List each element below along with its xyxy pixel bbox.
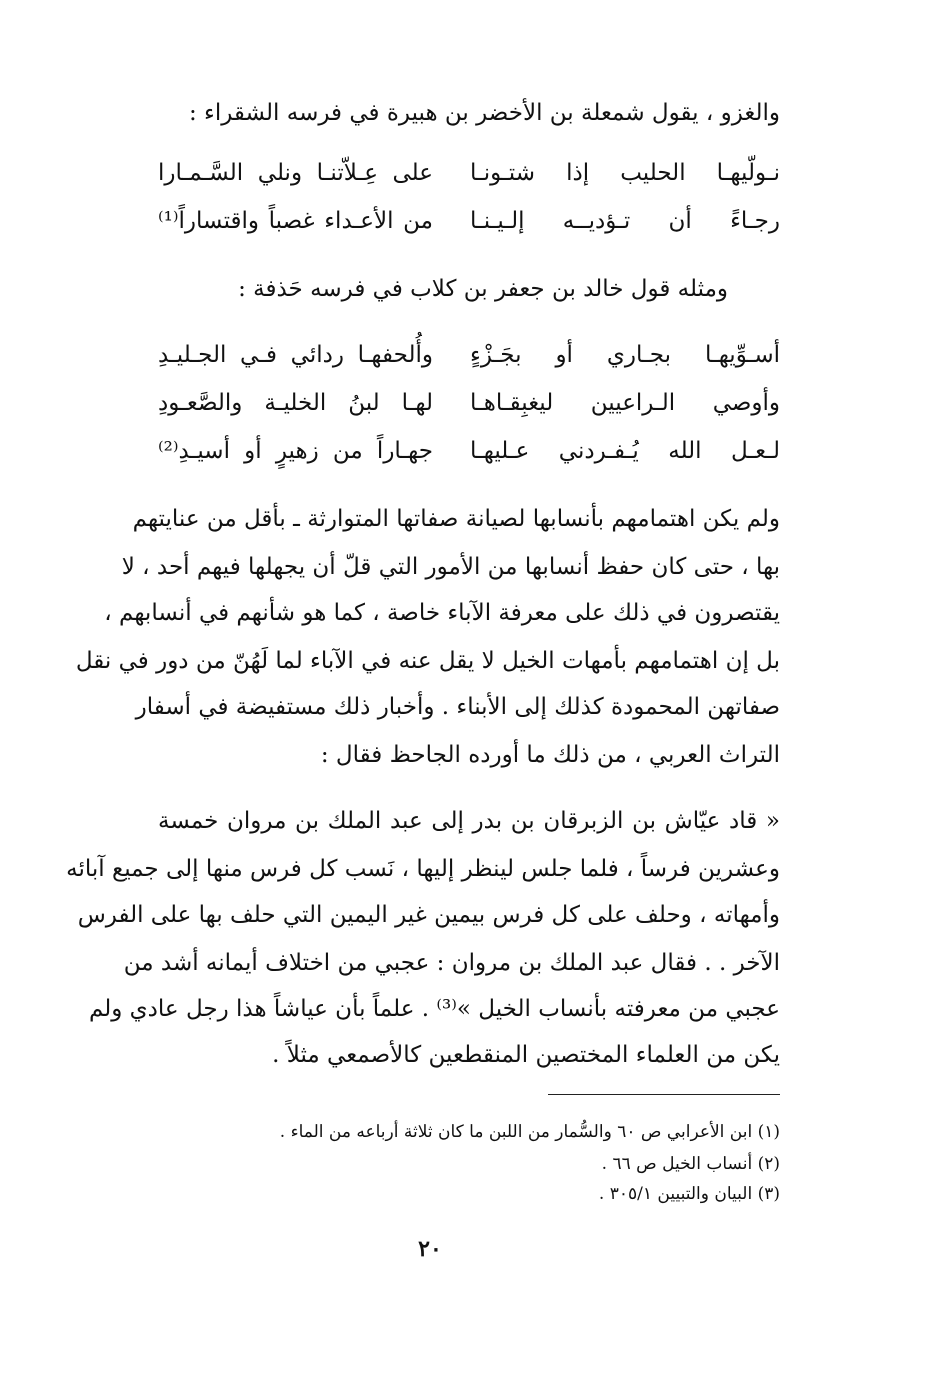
para2-line5: عجبي من معرفته بأنساب الخيل »⁽³⁾ . علماً بأن عياشاً هذا رجل عادي ولم <box>88 996 780 1022</box>
poem2-verse3-first-hemistich: لـعـل الله يُـفـردني عـليهـا <box>470 438 780 464</box>
para1-line4: بل إن اهتمامهم بأمهات الخيل لا يقل عنه في الآباء لما لَهُنّ من دور في نقل <box>75 648 780 674</box>
poem2-verse1-second-hemistich: وأُلحفهـا ردائي فـي الجـليـدِ <box>158 342 433 368</box>
poem1-verse1-first-hemistich: نـولّيهـا الحليب إذا شتـونـا <box>470 160 780 186</box>
poem2-verse1-first-hemistich: أسـوِّيهـا بجـاري أو بجَـزْءٍ <box>470 342 780 368</box>
mid-line: ومثله قول خالد بن جعفر بن كلاب في فرسه حَذفة : <box>238 276 728 302</box>
poem1-verse1-second-hemistich: على عِـلاّتنـا ونلي السَّـمـارا <box>158 160 433 186</box>
para1-line3: يقتصرون في ذلك على معرفة الآباء خاصة ، كما هو شأنهم في أنسابهم ، <box>104 600 780 626</box>
poem1-verse2-first-hemistich: رجـاءً أن تـؤديــه إلـيـنـا <box>470 208 780 234</box>
footnote-2: (٢) أنساب الخيل ص ٦٦ . <box>601 1154 780 1174</box>
poem2-verse2-second-hemistich: لهـا لبنُ الخليـة والصَّعـودِ <box>158 390 433 416</box>
page-number: ٢٠ <box>418 1236 442 1262</box>
para2-line2: وعشرين فرساً ، فلما جلس لينظر إليها ، نَسب كل فرس منها إلى جميع آبائه <box>66 856 780 882</box>
para2-line3: وأمهاته ، وحلف على كل فرس بيمين غير اليمين التي حلف بها على الفرس <box>77 902 780 928</box>
poem1-verse2-second-hemistich: من الأعـداء غصباً واقتساراً⁽¹⁾ <box>158 208 433 234</box>
poem2-verse2-first-hemistich: وأوصي الـراعيين ليغبِقـاهـا <box>470 390 780 416</box>
para2-line4: الآخر . . فقال عبد الملك بن مروان : عجبي من اختلاف أيمانه أشد من <box>123 950 780 976</box>
para1-line1: ولم يكن اهتمامهم بأنسابها لصيانة صفاتها المتوارثة ـ بأقل من عنايتهم <box>132 506 780 532</box>
footnote-separator <box>548 1094 780 1095</box>
para1-line5: صفاتهن المحمودة كذلك إلى الأبناء . وأخبار ذلك مستفيضة في أسفار <box>135 694 780 720</box>
para2-line6: يكن من العلماء المختصين المنقطعين كالأصمعي مثلاً . <box>272 1042 780 1068</box>
footnote-3: (٣) البيان والتبيين ٣٠٥/١ . <box>598 1184 780 1204</box>
intro-line: والغزو ، يقول شمعلة بن الأخضر بن هبيرة في فرسه الشقراء : <box>188 100 780 126</box>
poem2-verse3-second-hemistich: جهـاراً من زهيرٍ أو أسيـدِ⁽²⁾ <box>158 438 433 464</box>
para1-line6: التراث العربي ، من ذلك ما أورده الجاحظ فقال : <box>320 742 780 768</box>
para2-line1: « قاد عيّاش بن الزبرقان بن بدر إلى عبد الملك بن مروان خمسة <box>158 808 780 834</box>
footnote-1: (١) ابن الأعرابي ص ٦٠ والسُّمار من اللبن ما كان ثلاثة أرباعه من الماء . <box>279 1122 780 1142</box>
para1-line2: بها ، حتى كان حفظ أنسابها من الأمور التي قلّ أن يجهلها فيهم أحد ، لا <box>121 554 780 580</box>
